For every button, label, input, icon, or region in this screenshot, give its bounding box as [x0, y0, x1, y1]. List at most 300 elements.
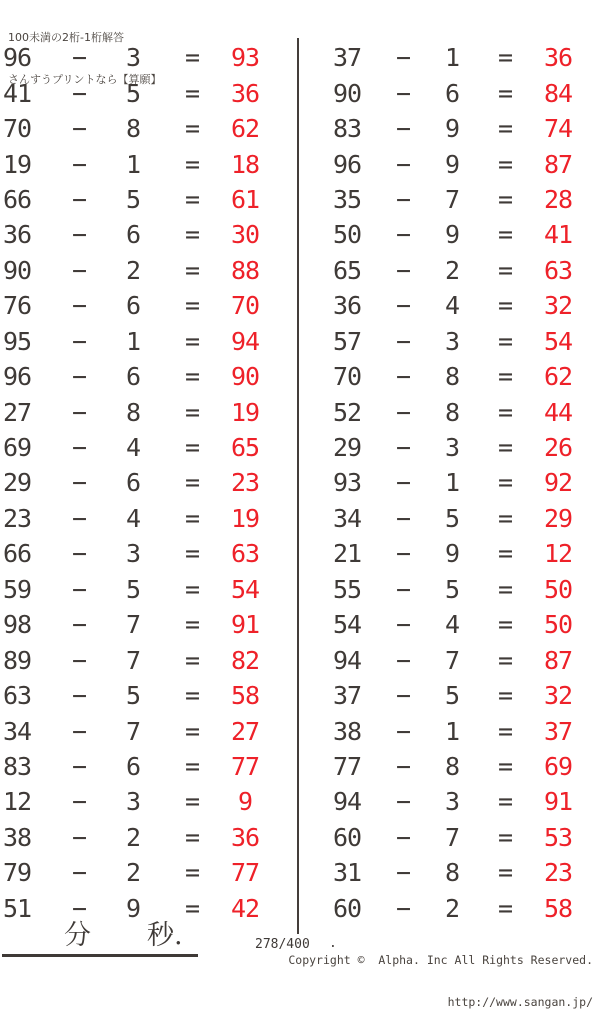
subtrahend: 1	[444, 468, 460, 498]
equals-sign: =	[184, 751, 200, 781]
equals-sign: =	[497, 255, 513, 285]
answer: 54	[230, 574, 260, 604]
subtrahend: 3	[444, 787, 460, 817]
subtrahend: 5	[125, 681, 141, 711]
answer: 91	[230, 610, 260, 640]
answer: 58	[230, 681, 260, 711]
minus-sign: −	[395, 716, 411, 746]
equals-sign: =	[497, 326, 513, 356]
equals-sign: =	[184, 645, 200, 675]
equals-sign: =	[184, 503, 200, 533]
equals-sign: =	[497, 362, 513, 392]
equals-sign: =	[497, 681, 513, 711]
subtrahend: 4	[444, 291, 460, 321]
equals-sign: =	[184, 893, 200, 923]
minus-sign: −	[71, 468, 87, 498]
problem-row	[0, 288, 298, 323]
equals-sign: =	[497, 149, 513, 179]
minuend: 66	[3, 539, 32, 569]
subtrahend: 5	[125, 78, 141, 108]
minus-sign: −	[395, 893, 411, 923]
minuend: 65	[333, 255, 362, 285]
minus-sign: −	[71, 539, 87, 569]
equals-sign: =	[497, 468, 513, 498]
equals-sign: =	[184, 787, 200, 817]
answer: 82	[230, 645, 260, 675]
subtrahend: 8	[444, 362, 460, 392]
minuend: 90	[3, 255, 32, 285]
problem-row	[330, 713, 592, 748]
subtrahend: 7	[444, 822, 460, 852]
problem-row	[330, 394, 592, 429]
minuend: 54	[333, 610, 362, 640]
equals-sign: =	[497, 114, 513, 144]
problem-row	[330, 253, 592, 288]
answer: 62	[543, 362, 573, 392]
equals-sign: =	[497, 503, 513, 533]
subtrahend: 8	[125, 114, 141, 144]
problem-row	[0, 111, 298, 146]
minuend: 76	[3, 291, 32, 321]
answer: 23	[543, 858, 573, 888]
problem-row	[330, 855, 592, 890]
minuend: 79	[3, 858, 32, 888]
minuend: 36	[3, 220, 32, 250]
minuend: 89	[3, 645, 32, 675]
minuend: 94	[333, 645, 362, 675]
answer: 19	[230, 397, 260, 427]
answer: 62	[230, 114, 260, 144]
minus-sign: −	[71, 681, 87, 711]
minus-sign: −	[395, 787, 411, 817]
subtrahend: 6	[125, 362, 141, 392]
subtrahend: 4	[125, 503, 141, 533]
minus-sign: −	[395, 574, 411, 604]
subtrahend: 1	[125, 326, 141, 356]
subtrahend: 4	[444, 610, 460, 640]
problem-row	[0, 75, 298, 110]
equals-sign: =	[497, 291, 513, 321]
answer: 77	[230, 751, 260, 781]
minus-sign: −	[395, 220, 411, 250]
problem-row	[0, 217, 298, 252]
minus-sign: −	[395, 503, 411, 533]
minus-sign: −	[395, 114, 411, 144]
minus-sign: −	[395, 468, 411, 498]
problem-row	[330, 607, 592, 642]
problem-row	[330, 784, 592, 819]
equals-sign: =	[184, 184, 200, 214]
subtrahend: 7	[444, 184, 460, 214]
problem-row	[0, 324, 298, 359]
minus-sign: −	[395, 397, 411, 427]
answer: 84	[543, 78, 573, 108]
page-number-dot: .	[329, 936, 337, 951]
minus-sign: −	[71, 893, 87, 923]
answer: 63	[543, 255, 573, 285]
minus-sign: −	[395, 645, 411, 675]
answer: 32	[543, 291, 573, 321]
answer: 36	[543, 43, 573, 73]
minuend: 70	[3, 114, 32, 144]
problem-row	[0, 146, 298, 181]
subtrahend: 9	[444, 149, 460, 179]
minus-sign: −	[395, 539, 411, 569]
minuend: 31	[333, 858, 362, 888]
minuend: 60	[333, 822, 362, 852]
subtrahend: 2	[444, 255, 460, 285]
answer: 19	[230, 503, 260, 533]
subtrahend: 3	[125, 539, 141, 569]
subtrahend: 3	[444, 326, 460, 356]
minus-sign: −	[395, 362, 411, 392]
subtrahend: 2	[125, 858, 141, 888]
minuend: 34	[3, 716, 32, 746]
problem-row	[330, 359, 592, 394]
minuend: 35	[333, 184, 362, 214]
minuend: 77	[333, 751, 362, 781]
equals-sign: =	[497, 893, 513, 923]
subtrahend: 9	[444, 220, 460, 250]
subtrahend: 1	[444, 716, 460, 746]
problem-row	[0, 394, 298, 429]
problem-row	[0, 359, 298, 394]
equals-sign: =	[497, 822, 513, 852]
equals-sign: =	[497, 184, 513, 214]
answer: 9	[237, 787, 253, 817]
minus-sign: −	[71, 362, 87, 392]
minus-sign: −	[395, 291, 411, 321]
answer: 29	[543, 503, 573, 533]
copyright-text: Copyright © Alpha. Inc All Rights Reserved.	[288, 953, 593, 967]
minuend: 60	[333, 893, 362, 923]
worksheet-title: 100未満の2桁-1桁解答	[8, 31, 124, 44]
minus-sign: −	[71, 610, 87, 640]
subtrahend: 6	[125, 751, 141, 781]
minuend: 98	[3, 610, 32, 640]
answer: 61	[230, 184, 260, 214]
minuend: 83	[333, 114, 362, 144]
answer: 30	[230, 220, 260, 250]
equals-sign: =	[184, 114, 200, 144]
problem-row	[330, 111, 592, 146]
subtrahend: 8	[444, 858, 460, 888]
minuend: 38	[333, 716, 362, 746]
subtrahend: 8	[444, 751, 460, 781]
problem-row	[330, 217, 592, 252]
problem-row	[330, 572, 592, 607]
copyright-block	[288, 925, 593, 1023]
problem-row	[0, 749, 298, 784]
problem-row	[330, 465, 592, 500]
subtrahend: 9	[444, 539, 460, 569]
problem-row	[0, 182, 298, 217]
subtrahend: 7	[125, 645, 141, 675]
subtrahend: 1	[125, 149, 141, 179]
minus-sign: −	[395, 255, 411, 285]
equals-sign: =	[184, 858, 200, 888]
subtrahend: 3	[125, 43, 141, 73]
minus-sign: −	[71, 114, 87, 144]
minus-sign: −	[71, 433, 87, 463]
equals-sign: =	[497, 539, 513, 569]
equals-sign: =	[497, 610, 513, 640]
minuend: 96	[333, 149, 362, 179]
subtrahend: 6	[444, 78, 460, 108]
answer: 32	[543, 681, 573, 711]
answer: 28	[543, 184, 573, 214]
equals-sign: =	[497, 574, 513, 604]
subtrahend: 5	[444, 503, 460, 533]
subtrahend: 6	[125, 291, 141, 321]
problem-row	[0, 855, 298, 890]
minutes-label: 分	[64, 920, 91, 951]
equals-sign: =	[184, 78, 200, 108]
minuend: 37	[333, 681, 362, 711]
answer: 26	[543, 433, 573, 463]
problem-row	[330, 642, 592, 677]
minuend: 63	[3, 681, 32, 711]
subtrahend: 3	[125, 787, 141, 817]
answer: 90	[230, 362, 260, 392]
minus-sign: −	[395, 184, 411, 214]
minus-sign: −	[71, 645, 87, 675]
equals-sign: =	[497, 645, 513, 675]
problem-row	[0, 678, 298, 713]
subtrahend: 2	[125, 822, 141, 852]
minuend: 29	[3, 468, 32, 498]
answer: 77	[230, 858, 260, 888]
minus-sign: −	[395, 43, 411, 73]
minuend: 95	[3, 326, 32, 356]
minuend: 55	[333, 574, 362, 604]
subtrahend: 3	[444, 433, 460, 463]
equals-sign: =	[497, 787, 513, 817]
problem-row	[0, 642, 298, 677]
answer: 87	[543, 645, 573, 675]
equals-sign: =	[184, 539, 200, 569]
answer: 74	[543, 114, 573, 144]
minuend: 70	[333, 362, 362, 392]
equals-sign: =	[184, 43, 200, 73]
minus-sign: −	[395, 858, 411, 888]
problem-row	[330, 430, 592, 465]
equals-sign: =	[497, 397, 513, 427]
minus-sign: −	[71, 822, 87, 852]
minus-sign: −	[395, 610, 411, 640]
answer: 93	[230, 43, 260, 73]
minuend: 29	[333, 433, 362, 463]
minuend: 57	[333, 326, 362, 356]
answer: 69	[543, 751, 573, 781]
worksheet-subtitle: さんすうプリントなら【算願】	[8, 73, 162, 86]
answer: 18	[230, 149, 260, 179]
subtrahend: 4	[125, 433, 141, 463]
answer: 36	[230, 78, 260, 108]
answer: 92	[543, 468, 573, 498]
answer: 36	[230, 822, 260, 852]
subtrahend: 5	[125, 184, 141, 214]
answer: 50	[543, 610, 573, 640]
minuend: 21	[333, 539, 362, 569]
minus-sign: −	[71, 858, 87, 888]
minuend: 52	[333, 397, 362, 427]
subtrahend: 9	[125, 893, 141, 923]
problem-row	[330, 288, 592, 323]
answer: 41	[543, 220, 573, 250]
problem-row	[0, 465, 298, 500]
problems-left	[0, 40, 298, 926]
minuend: 93	[333, 468, 362, 498]
equals-sign: =	[184, 822, 200, 852]
equals-sign: =	[184, 610, 200, 640]
equals-sign: =	[184, 468, 200, 498]
minus-sign: −	[71, 255, 87, 285]
answer: 70	[230, 291, 260, 321]
equals-sign: =	[184, 433, 200, 463]
problem-row	[0, 820, 298, 855]
equals-sign: =	[497, 78, 513, 108]
equals-sign: =	[184, 397, 200, 427]
minus-sign: −	[71, 751, 87, 781]
page-number: 278/400	[255, 937, 310, 952]
subtrahend: 6	[125, 220, 141, 250]
problem-row	[330, 146, 592, 181]
minus-sign: −	[71, 787, 87, 817]
subtrahend: 8	[125, 397, 141, 427]
minuend: 27	[3, 397, 32, 427]
minuend: 69	[3, 433, 32, 463]
equals-sign: =	[184, 149, 200, 179]
minus-sign: −	[71, 184, 87, 214]
seconds-label: 秒.	[147, 920, 183, 951]
problem-row	[0, 713, 298, 748]
problem-row	[330, 820, 592, 855]
minus-sign: −	[71, 574, 87, 604]
minus-sign: −	[395, 433, 411, 463]
problem-row	[0, 501, 298, 536]
equals-sign: =	[497, 751, 513, 781]
minus-sign: −	[71, 220, 87, 250]
minuend: 51	[3, 893, 32, 923]
problem-row	[330, 891, 592, 926]
subtrahend: 5	[125, 574, 141, 604]
minuend: 50	[333, 220, 362, 250]
equals-sign: =	[497, 220, 513, 250]
problem-row	[330, 75, 592, 110]
equals-sign: =	[497, 43, 513, 73]
equals-sign: =	[497, 716, 513, 746]
answer: 27	[230, 716, 260, 746]
minus-sign: −	[71, 78, 87, 108]
minuend: 36	[333, 291, 362, 321]
minus-sign: −	[71, 397, 87, 427]
answer: 44	[543, 397, 573, 427]
minuend: 38	[3, 822, 32, 852]
problem-row	[0, 572, 298, 607]
answer: 53	[543, 822, 573, 852]
minus-sign: −	[71, 43, 87, 73]
minuend: 96	[3, 43, 32, 73]
minuend: 96	[3, 362, 32, 392]
equals-sign: =	[184, 326, 200, 356]
answer: 87	[543, 149, 573, 179]
problem-row	[0, 40, 298, 75]
minuend: 94	[333, 787, 362, 817]
answer: 88	[230, 255, 260, 285]
problem-row	[330, 536, 592, 571]
minuend: 59	[3, 574, 32, 604]
problem-row	[330, 182, 592, 217]
answer: 58	[543, 893, 573, 923]
subtrahend: 7	[125, 610, 141, 640]
website-url: http://www.sangan.jp/	[447, 995, 593, 1009]
answer: 91	[543, 787, 573, 817]
minuend: 37	[333, 43, 362, 73]
subtrahend: 1	[444, 43, 460, 73]
problem-row	[0, 784, 298, 819]
answer: 50	[543, 574, 573, 604]
minuend: 19	[3, 149, 32, 179]
equals-sign: =	[184, 574, 200, 604]
minuend: 66	[3, 184, 32, 214]
subtrahend: 9	[444, 114, 460, 144]
problem-row	[0, 607, 298, 642]
subtrahend: 7	[444, 645, 460, 675]
minuend: 90	[333, 78, 362, 108]
equals-sign: =	[184, 362, 200, 392]
minuend: 34	[333, 503, 362, 533]
answer: 42	[230, 893, 260, 923]
subtrahend: 2	[125, 255, 141, 285]
problem-row	[330, 324, 592, 359]
subtrahend: 8	[444, 397, 460, 427]
minus-sign: −	[395, 681, 411, 711]
problem-row	[330, 678, 592, 713]
equals-sign: =	[184, 716, 200, 746]
answer: 23	[230, 468, 260, 498]
problem-row	[0, 430, 298, 465]
minus-sign: −	[71, 326, 87, 356]
subtrahend: 2	[444, 893, 460, 923]
answer: 54	[543, 326, 573, 356]
problems-right	[330, 40, 592, 926]
minus-sign: −	[71, 291, 87, 321]
answer: 12	[543, 539, 573, 569]
equals-sign: =	[184, 291, 200, 321]
subtrahend: 5	[444, 574, 460, 604]
minus-sign: −	[395, 751, 411, 781]
problem-row	[0, 253, 298, 288]
minus-sign: −	[395, 149, 411, 179]
subtrahend: 6	[125, 468, 141, 498]
minus-sign: −	[71, 503, 87, 533]
minus-sign: −	[395, 78, 411, 108]
minus-sign: −	[71, 716, 87, 746]
answer: 65	[230, 433, 260, 463]
equals-sign: =	[184, 681, 200, 711]
problem-row	[330, 749, 592, 784]
answer: 63	[230, 539, 260, 569]
problem-row	[330, 40, 592, 75]
problem-row	[330, 501, 592, 536]
equals-sign: =	[184, 255, 200, 285]
time-answer-line	[2, 920, 198, 957]
subtrahend: 5	[444, 681, 460, 711]
answer: 37	[543, 716, 573, 746]
minus-sign: −	[71, 149, 87, 179]
minus-sign: −	[395, 822, 411, 852]
